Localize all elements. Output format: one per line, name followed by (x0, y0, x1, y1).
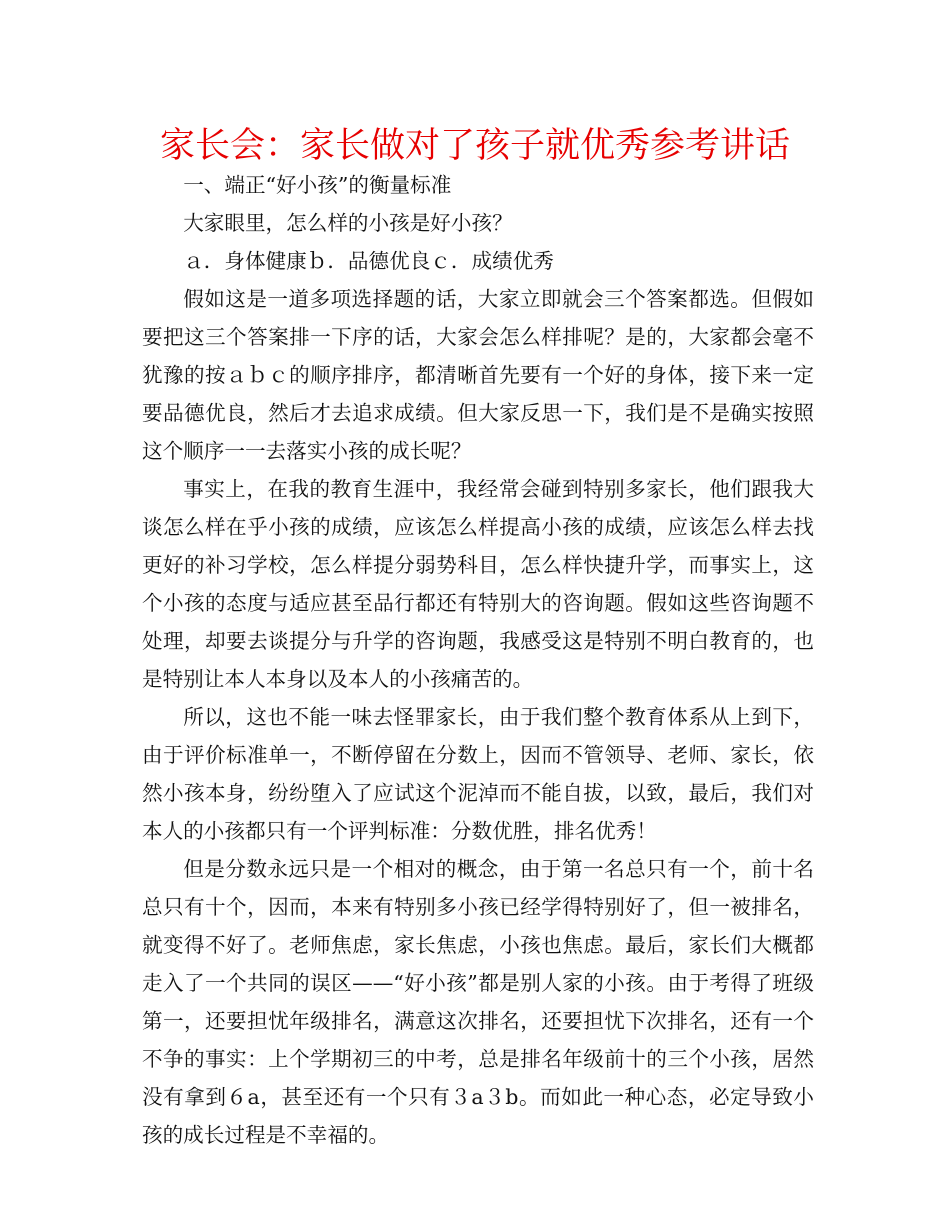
paragraph: 所以，这也不能一味去怪罪家长，由于我们整个教育体系从上到下，由于评价标准单一，不断停留在分数上，因而不管领导、老师、家长，依然小孩本身，纷纷堕入了应试这个泥淖而不能自拔，以致，最后，我们对本人的小孩都只有一个评判标准：分数优胜，排名优秀！ (142, 705, 814, 843)
paragraph: 大家眼里，怎么样的小孩是好小孩？ (183, 211, 513, 235)
document-body (142, 164, 814, 1154)
section-heading: 一、端正“好小孩”的衡量标准 (183, 173, 452, 197)
paragraph: 假如这是一道多项选择题的话，大家立即就会三个答案都选。但假如要把这三个答案排一下序的话，大家会怎么样排呢？是的，大家都会毫不犹豫的按ａｂｃ的顺序排序，都清晰首先要有一个好的身体，接下来一定要品德优良，然后才去追求成绩。但大家反思一下，我们是不是确实按照这个顺序一一去落实小孩的成长呢？ (142, 287, 814, 463)
paragraph: ａ．身体健康ｂ．品德优良ｃ．成绩优秀 (183, 249, 554, 273)
paragraph: 事实上，在我的教育生涯中，我经常会碰到特别多家长，他们跟我大谈怎么样在乎小孩的成绩，应该怎么样提高小孩的成绩，应该怎么样去找更好的补习学校，怎么样提分弱势科目，怎么样快捷升学，而事实上，这个小孩的态度与适应甚至品行都还有特别大的咨询题。假如这些咨询题不处理，却要去谈提分与升学的咨询题，我感受这是特别不明白教育的，也是特别让本人本身以及本人的小孩痛苦的。 (142, 477, 814, 691)
document-title: 家长会：家长做对了孩子就优秀参考讲话 (159, 126, 790, 166)
paragraph: 但是分数永远只是一个相对的概念，由于第一名总只有一个，前十名总只有十个，因而，本来有特别多小孩已经学得特别好了，但一被排名，就变得不好了。老师焦虑，家长焦虑，小孩也焦虑。最后，家长们大概都走入了一个共同的误区——“好小孩”都是别人家的小孩。由于考得了班级第一，还要担忧年级排名，满意这次排名，还要担忧下次排名，还有一个不争的事实：上个学期初三的中考，总是排名年级前十的三个小孩，居然没有拿到６a，甚至还有一个只有３a３b。而如此一种心态，必定导致小孩的成长过程是不幸福的。 (142, 857, 814, 1147)
